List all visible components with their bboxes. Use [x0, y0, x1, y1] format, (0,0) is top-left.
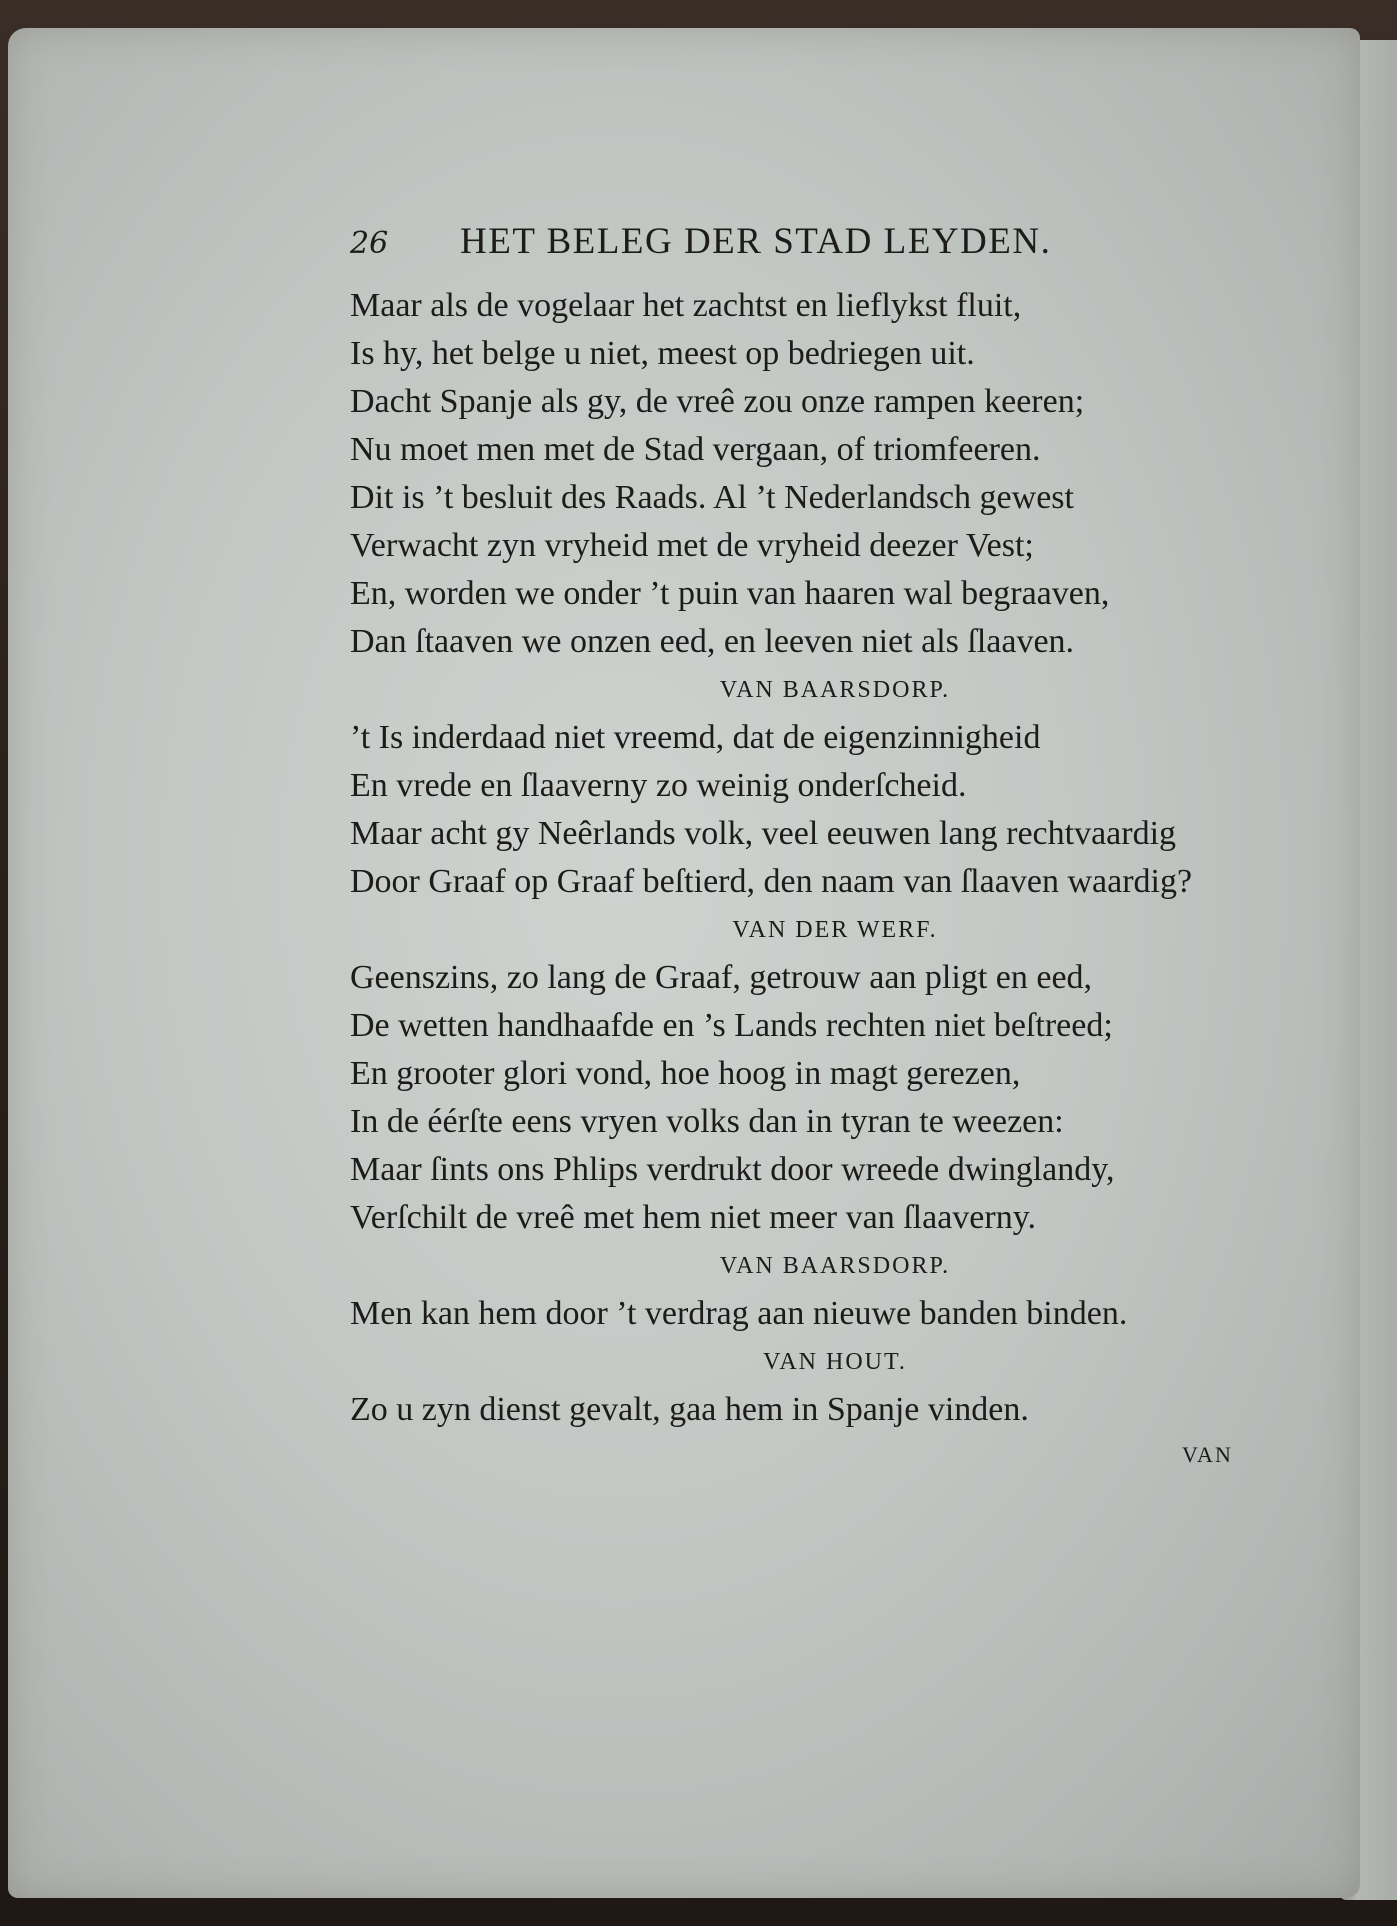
verse-line: Verwacht zyn vryheid met de vryheid deezer Vest;: [350, 527, 1034, 564]
verse-line: Dan ſtaaven we onzen eed, en leeven niet als ſlaaven.: [350, 623, 1075, 660]
speaker-heading: VAN HOUT.: [763, 1349, 907, 1375]
verse-line: En vrede en ſlaaverny zo weinig onderſcheid.: [350, 767, 967, 804]
verse-line: Men kan hem door ’t verdrag aan nieuwe banden binden.: [350, 1295, 1128, 1332]
verse-line: Maar acht gy Neêrlands volk, veel eeuwen lang rechtvaardig: [350, 815, 1177, 852]
catchword: VAN: [1182, 1442, 1233, 1467]
speaker-heading: VAN BAARSDORP.: [719, 1253, 951, 1279]
running-head: HET BELEG DER STAD LEYDEN.: [460, 221, 1052, 262]
page-header: [350, 220, 1230, 276]
verse-line: En grooter glori vond, hoe hoog in magt gerezen,: [350, 1055, 1021, 1092]
verse-line: Nu moet men met de Stad vergaan, of triomfeeren.: [350, 431, 1041, 468]
verse-line: Is hy, het belge u niet, meest op bedriegen uit.: [350, 335, 975, 372]
verse-line: Dit is ’t besluit des Raads. Al ’t Nederlandsch gewest: [350, 479, 1074, 516]
verse-line: Door Graaf op Graaf beſtierd, den naam van ſlaaven waardig?: [350, 863, 1193, 900]
verse-line: In de éérſte eens vryen volks dan in tyran te weezen:: [350, 1103, 1064, 1140]
verse-line: Zo u zyn dienst gevalt, gaa hem in Spanje vinden.: [350, 1391, 1029, 1428]
speaker-heading: VAN DER WERF.: [732, 917, 938, 943]
verse-line: Maar als de vogelaar het zachtst en lieflykst fluit,: [350, 287, 1022, 324]
speaker-heading: VAN BAARSDORP.: [719, 677, 951, 703]
verse-line: Maar ſints ons Phlips verdrukt door wreede dwinglandy,: [350, 1151, 1115, 1188]
page-number: 26: [350, 226, 389, 261]
verse-line: Geenszins, zo lang de Graaf, getrouw aan pligt en eed,: [350, 959, 1093, 996]
verse-line: ’t Is inderdaad niet vreemd, dat de eigenzinnigheid: [350, 719, 1041, 756]
verse-line: De wetten handhaafde en ’s Lands rechten niet beſtreed;: [350, 1007, 1113, 1044]
verse-line: Verſchilt de vreê met hem niet meer van ſlaaverny.: [350, 1199, 1036, 1236]
page-text: [350, 220, 1230, 1434]
verse-line: Dacht Spanje als gy, de vreê zou onze rampen keeren;: [350, 383, 1085, 420]
verse-line: En, worden we onder ’t puin van haaren wal begraaven,: [350, 575, 1110, 612]
